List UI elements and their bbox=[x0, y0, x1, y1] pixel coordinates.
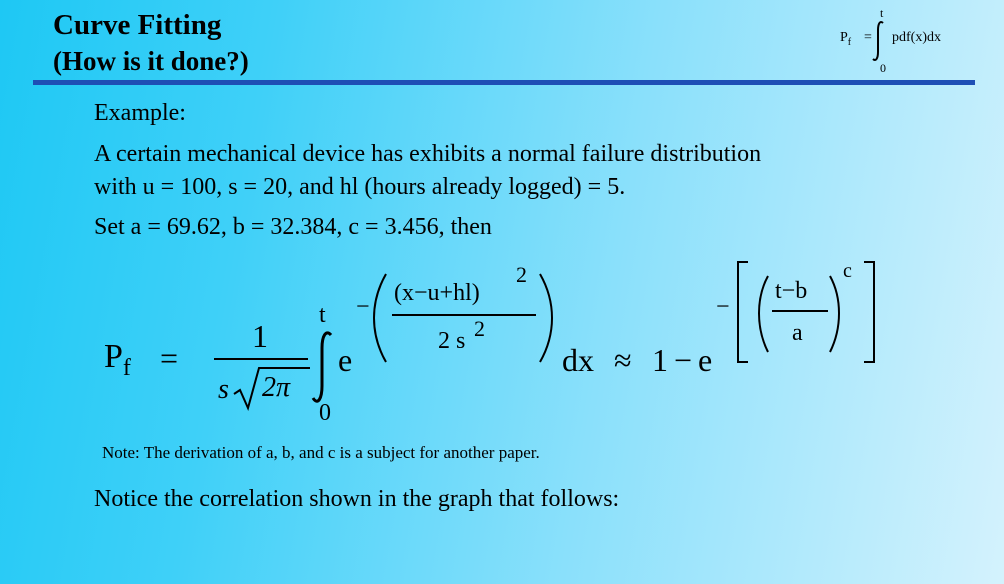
fraction-denominator-s: s bbox=[218, 374, 229, 405]
rhs-exponent-minus: − bbox=[716, 294, 730, 320]
rhs-exponent-power: c bbox=[843, 260, 852, 282]
rhs-exponent-denominator: a bbox=[792, 320, 803, 346]
header-integral-sign-icon bbox=[872, 20, 888, 62]
differential-dx: dx bbox=[562, 342, 594, 378]
fraction-bar bbox=[214, 358, 308, 360]
exponent-minus: − bbox=[356, 294, 370, 320]
header-formula-lower: 0 bbox=[880, 61, 886, 75]
params-line: Set a = 69.62, b = 32.384, c = 3.456, then bbox=[94, 214, 492, 240]
exponent-numerator-power: 2 bbox=[516, 262, 527, 287]
rhs-base-e: e bbox=[698, 342, 713, 378]
rhs-minus: − bbox=[674, 342, 693, 378]
closing-text: Notice the correlation shown in the graph that follows: bbox=[94, 486, 620, 512]
header-formula-lhs: $P_f$ bbox=[840, 30, 852, 48]
exponent-numerator: (x−u+hl) bbox=[394, 280, 480, 306]
slide-title: Curve Fitting bbox=[53, 9, 222, 41]
fraction-numerator: 1 bbox=[252, 318, 268, 354]
approx-sign: ≈ bbox=[614, 342, 632, 378]
header-formula-upper: t bbox=[880, 6, 884, 20]
integral-sign-icon bbox=[310, 330, 338, 404]
header-formula bbox=[836, 6, 966, 76]
integral-upper-limit: t bbox=[319, 302, 326, 328]
slide-subtitle: (How is it done?) bbox=[53, 46, 249, 76]
main-equation bbox=[0, 250, 1004, 435]
equation-equals: = bbox=[160, 340, 179, 376]
exponent-denominator-power: 2 bbox=[474, 316, 485, 341]
paragraph-line-1: A certain mechanical device has exhibits a normal failure distribution bbox=[94, 141, 762, 167]
header-formula-integrand: pdf(x)dx bbox=[892, 30, 941, 45]
note-text: Note: The derivation of a, b, and c is a subject for another paper. bbox=[102, 443, 540, 462]
integral-lower-limit: 0 bbox=[319, 400, 331, 426]
header-formula-equals: = bbox=[864, 30, 872, 45]
equation-lhs: $P_f$ bbox=[104, 338, 131, 381]
example-label: Example: bbox=[94, 100, 186, 126]
exp-base-e: e bbox=[338, 342, 353, 378]
rhs-exponent-numerator: t−b bbox=[775, 278, 808, 304]
header-rule bbox=[33, 80, 975, 85]
rhs-one: 1 bbox=[652, 342, 668, 378]
exponent-denominator: 2 s bbox=[438, 328, 466, 354]
rhs-exponent-brackets-icon bbox=[734, 260, 878, 364]
exponent-fraction-bar bbox=[392, 314, 536, 316]
paragraph-line-2: with u = 100, s = 20, and hl (hours already logged) = 5. bbox=[94, 174, 626, 200]
fraction-denominator-radicand: 2π bbox=[262, 372, 291, 403]
rhs-exponent-fraction-bar bbox=[772, 310, 828, 312]
